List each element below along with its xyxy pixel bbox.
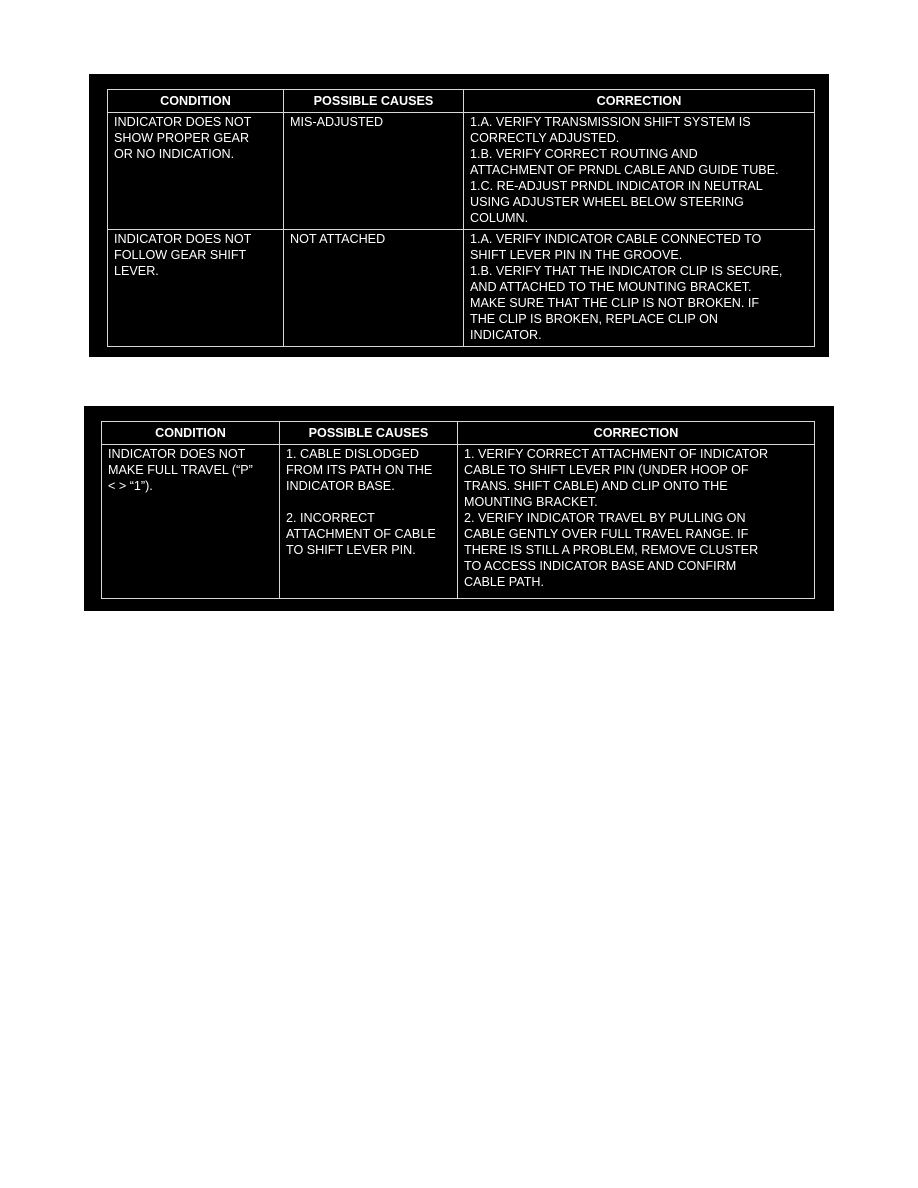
diagnosis-table-2: [101, 421, 815, 599]
header-condition: CONDITION: [102, 422, 280, 445]
condition-line: MAKE FULL TRAVEL (“P”: [108, 463, 253, 477]
correction-line: THERE IS STILL A PROBLEM, REMOVE CLUSTER: [464, 543, 759, 557]
header-condition: CONDITION: [108, 90, 284, 113]
spacer: [286, 494, 452, 510]
condition-cell: [108, 230, 284, 347]
cause-cell: [284, 230, 464, 347]
header-correction: CORRECTION: [464, 90, 815, 113]
condition-line: OR NO INDICATION.: [114, 147, 235, 161]
cause-item: [286, 510, 452, 558]
correction-line: CABLE GENTLY OVER FULL TRAVEL RANGE. IF: [464, 527, 749, 541]
header-possible-causes: POSSIBLE CAUSES: [284, 90, 464, 113]
correction-line: CABLE PATH.: [464, 575, 545, 589]
cause-line: FROM ITS PATH ON THE: [286, 463, 433, 477]
correction-line: MOUNTING BRACKET.: [464, 495, 598, 509]
diagnosis-table-1: [107, 89, 815, 347]
cause-cell: [280, 445, 458, 599]
correction-line: 1. VERIFY CORRECT ATTACHMENT OF INDICATOR: [464, 447, 769, 461]
correction-line: ATTACHMENT OF PRNDL CABLE AND GUIDE TUBE.: [470, 163, 779, 177]
correction-line: CORRECTLY ADJUSTED.: [470, 131, 620, 145]
correction-line: 1.A. VERIFY INDICATOR CABLE CONNECTED TO: [470, 232, 762, 246]
correction-line: THE CLIP IS BROKEN, REPLACE CLIP ON: [470, 312, 718, 326]
correction-cell: [464, 113, 815, 230]
correction-line: 1.A. VERIFY TRANSMISSION SHIFT SYSTEM IS: [470, 115, 751, 129]
correction-line: TRANS. SHIFT CABLE) AND CLIP ONTO THE: [464, 479, 728, 493]
condition-line: FOLLOW GEAR SHIFT: [114, 248, 247, 262]
correction-cell: [458, 445, 815, 599]
diagnosis-table-panel-2: [84, 406, 834, 611]
condition-line: LEVER.: [114, 264, 159, 278]
correction-line: CABLE TO SHIFT LEVER PIN (UNDER HOOP OF: [464, 463, 749, 477]
table-row: [108, 113, 815, 230]
table-row: [102, 445, 815, 599]
condition-line: SHOW PROPER GEAR: [114, 131, 250, 145]
cause-line: MIS-ADJUSTED: [290, 115, 384, 129]
cause-line: ATTACHMENT OF CABLE: [286, 527, 436, 541]
table-header-row: [102, 422, 815, 445]
correction-line: TO ACCESS INDICATOR BASE AND CONFIRM: [464, 559, 737, 573]
correction-line: MAKE SURE THAT THE CLIP IS NOT BROKEN. IF: [470, 296, 760, 310]
correction-line: USING ADJUSTER WHEEL BELOW STEERING: [470, 195, 744, 209]
correction-cell: [464, 230, 815, 347]
correction-line: 1.B. VERIFY THAT THE INDICATOR CLIP IS SECURE,: [470, 264, 783, 278]
cause-line: 2. INCORRECT: [286, 511, 375, 525]
header-possible-causes: POSSIBLE CAUSES: [280, 422, 458, 445]
cause-item: [286, 446, 452, 494]
header-correction: CORRECTION: [458, 422, 815, 445]
condition-line: < > “1”).: [108, 479, 153, 493]
correction-item: [464, 446, 809, 510]
condition-cell: [108, 113, 284, 230]
correction-line: SHIFT LEVER PIN IN THE GROOVE.: [470, 248, 683, 262]
cause-cell: [284, 113, 464, 230]
condition-line: INDICATOR DOES NOT: [114, 115, 252, 129]
cause-line: NOT ATTACHED: [290, 232, 386, 246]
correction-item: [464, 510, 809, 590]
cause-line: INDICATOR BASE.: [286, 479, 395, 493]
table-header-row: [108, 90, 815, 113]
correction-line: 2. VERIFY INDICATOR TRAVEL BY PULLING ON: [464, 511, 746, 525]
correction-line: AND ATTACHED TO THE MOUNTING BRACKET.: [470, 280, 752, 294]
correction-line: INDICATOR.: [470, 328, 542, 342]
cause-line: TO SHIFT LEVER PIN.: [286, 543, 416, 557]
condition-line: INDICATOR DOES NOT: [108, 447, 246, 461]
diagnosis-table-panel-1: [89, 74, 829, 357]
condition-line: INDICATOR DOES NOT: [114, 232, 252, 246]
correction-line: 1.C. RE-ADJUST PRNDL INDICATOR IN NEUTRAL: [470, 179, 763, 193]
table-row: [108, 230, 815, 347]
correction-line: COLUMN.: [470, 211, 529, 225]
condition-cell: [102, 445, 280, 599]
correction-line: 1.B. VERIFY CORRECT ROUTING AND: [470, 147, 698, 161]
cause-line: 1. CABLE DISLODGED: [286, 447, 419, 461]
